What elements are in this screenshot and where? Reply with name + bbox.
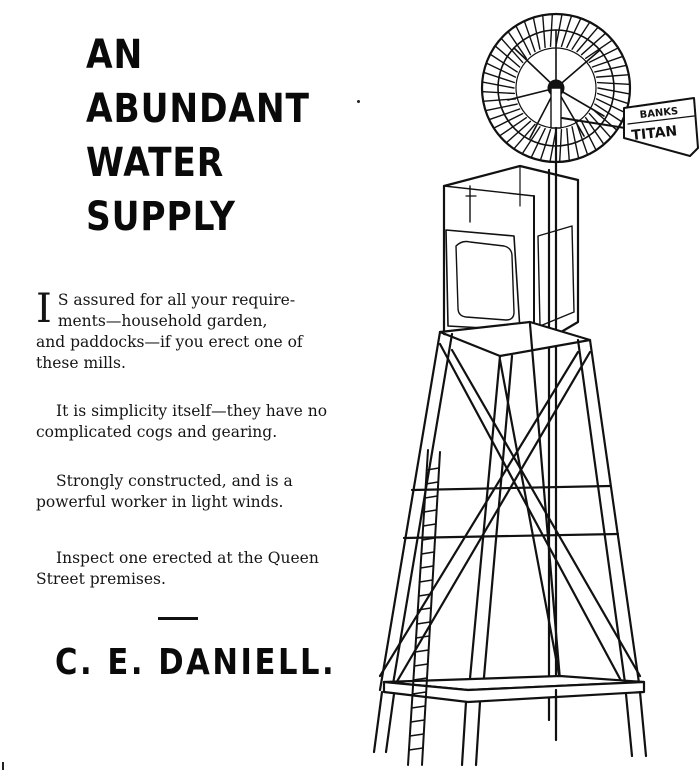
ladder-rung	[421, 552, 434, 554]
windmill-illustration	[355, 0, 700, 778]
ladder-rung	[412, 706, 426, 708]
wheel-blade	[577, 28, 597, 52]
simplicity-paragraph: It is simplicity itself—they have no complicated cogs and gearing.	[36, 402, 328, 441]
advertiser-signature: C. E. DANIELL.	[55, 642, 337, 683]
wheel-blade	[551, 15, 553, 46]
wheel-blade	[500, 118, 526, 136]
ladder-rung	[425, 496, 437, 498]
wheel-blade	[572, 23, 589, 49]
wheel-blade	[483, 92, 514, 94]
inspect-paragraph: Inspect one erected at the Queen Street premises.	[36, 549, 319, 588]
headline	[86, 28, 310, 244]
wheel-blade	[586, 41, 612, 59]
wheel-blade	[523, 127, 540, 153]
print-speck	[357, 100, 360, 103]
wheel-blade	[598, 83, 629, 85]
intro-paragraph	[36, 286, 341, 374]
wheel-blade	[509, 32, 527, 58]
headline-line: ABUNDANT	[86, 86, 310, 132]
ladder-rung	[420, 580, 433, 582]
intro-line-1: S assured for all your require-	[57, 291, 296, 309]
ladder-rung	[417, 622, 430, 624]
intro-rest: and paddocks—if you erect one of these mills.	[36, 333, 303, 372]
ladder-rung	[421, 566, 434, 568]
ladder-rung	[409, 748, 423, 750]
water-tank	[444, 166, 578, 348]
wheel-blade	[491, 55, 517, 72]
headline-line: SUPPLY	[86, 194, 236, 240]
intro-line-2: ments—household garden,	[57, 312, 268, 330]
ladder-rung	[414, 664, 427, 666]
ladder-rung	[418, 608, 431, 610]
brand-label-main: TITAN	[630, 123, 678, 144]
brand-label-top: BANKS	[639, 105, 679, 121]
ladder-rung	[424, 510, 436, 512]
wheel-blade	[560, 130, 562, 161]
headline-line: AN	[86, 32, 144, 78]
headline-line: WATER	[86, 140, 225, 186]
construction-paragraph: Strongly constructed, and is a powerful worker in light winds.	[36, 472, 293, 511]
drop-cap: I	[36, 286, 52, 332]
ladder-rung	[423, 524, 435, 526]
wheel-blade	[515, 124, 535, 148]
divider-rule	[158, 617, 198, 620]
ladder-rung	[415, 650, 428, 652]
ladder-rung	[411, 720, 425, 722]
ladder-rung	[416, 636, 429, 638]
ladder-rung	[410, 734, 424, 736]
print-speck	[2, 762, 4, 770]
